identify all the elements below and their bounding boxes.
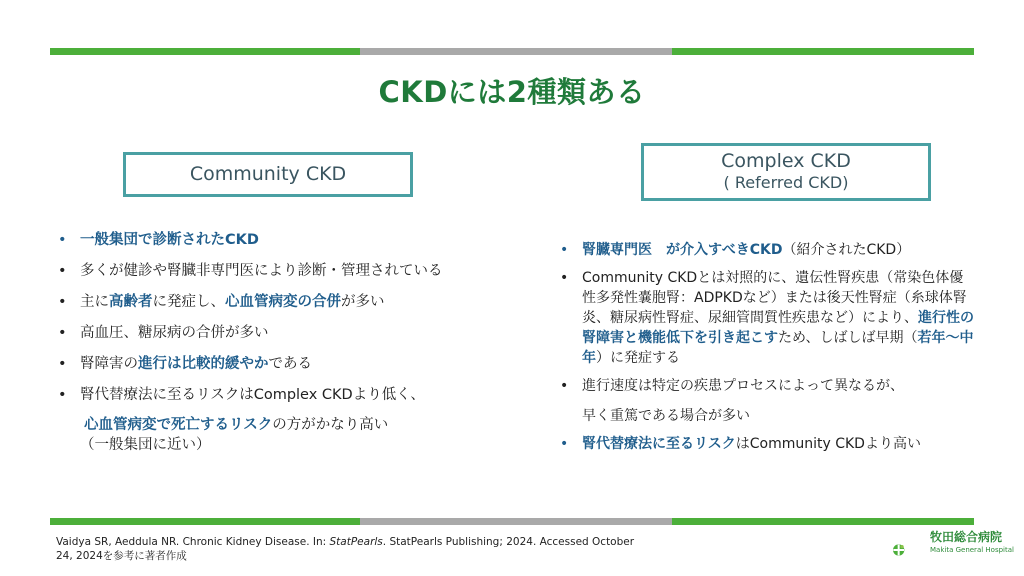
list-item: • 腎障害の進行は比較的緩やかである xyxy=(58,354,528,374)
list-item: • Community CKDとは対照的に、遺伝性腎疾患（常染色体優性多発性嚢胞腎：ADPKDなど）または後天性腎症（糸球体腎炎、糖尿病性腎症、尿細管間質性疾患など）により、進行性の腎障害と機能低下を引き起こすため、しばしば早期（若年〜中年）に発症する xyxy=(560,268,975,368)
list-item: • 腎臓専門医 が介入すべきCKD（紹介されたCKD） xyxy=(560,240,975,260)
hospital-name-en: Makita General Hospital xyxy=(930,546,1014,554)
list-item: • 高血圧、糖尿病の合併が多い xyxy=(58,323,528,343)
list-item: • 一般集団で診断されたCKD xyxy=(58,230,528,250)
list-item: • 多くが健診や腎臓非専門医により診断・管理されている xyxy=(58,261,528,281)
community-ckd-box xyxy=(123,152,413,197)
reference-citation: Vaidya SR, Aeddula NR. Chronic Kidney Disease. In: StatPearls. StatPearls Publishing; 2024. Accessed October 24, 2024を参考に著者作成 xyxy=(56,536,635,562)
bottom-bar-green-right xyxy=(672,518,974,525)
bottom-bar-gray xyxy=(360,518,672,525)
complex-ckd-list xyxy=(560,240,975,462)
top-bar-green-left xyxy=(50,48,360,55)
community-ckd-label: Community CKD xyxy=(189,163,347,185)
bottom-bar-green-left xyxy=(50,518,360,525)
complex-ckd-sublabel: ( Referred CKD) xyxy=(723,173,849,192)
complex-ckd-label: Complex CKD xyxy=(721,150,851,172)
hospital-name: 牧田総合病院 xyxy=(930,530,1003,544)
top-bar-green-right xyxy=(672,48,974,55)
slide-title: CKDには2種類ある xyxy=(378,75,646,109)
complex-ckd-box xyxy=(641,143,931,201)
hospital-logo-icon xyxy=(892,528,932,572)
list-item: • 主に高齢者に発症し、心血管病変の合併が多い xyxy=(58,292,528,312)
top-bar-gray xyxy=(360,48,672,55)
list-item: • 腎代替療法に至るリスクはCommunity CKDより高い xyxy=(560,434,975,454)
list-item: • 腎代替療法に至るリスクはComplex CKDより低く、 心血管病変で死亡するリスクの方がかなり高い （一般集団に近い） xyxy=(58,385,528,455)
list-item: • 進行速度は特定の疾患プロセスによって異なるが、 早く重篤である場合が多い xyxy=(560,376,975,426)
community-ckd-list xyxy=(58,230,528,466)
